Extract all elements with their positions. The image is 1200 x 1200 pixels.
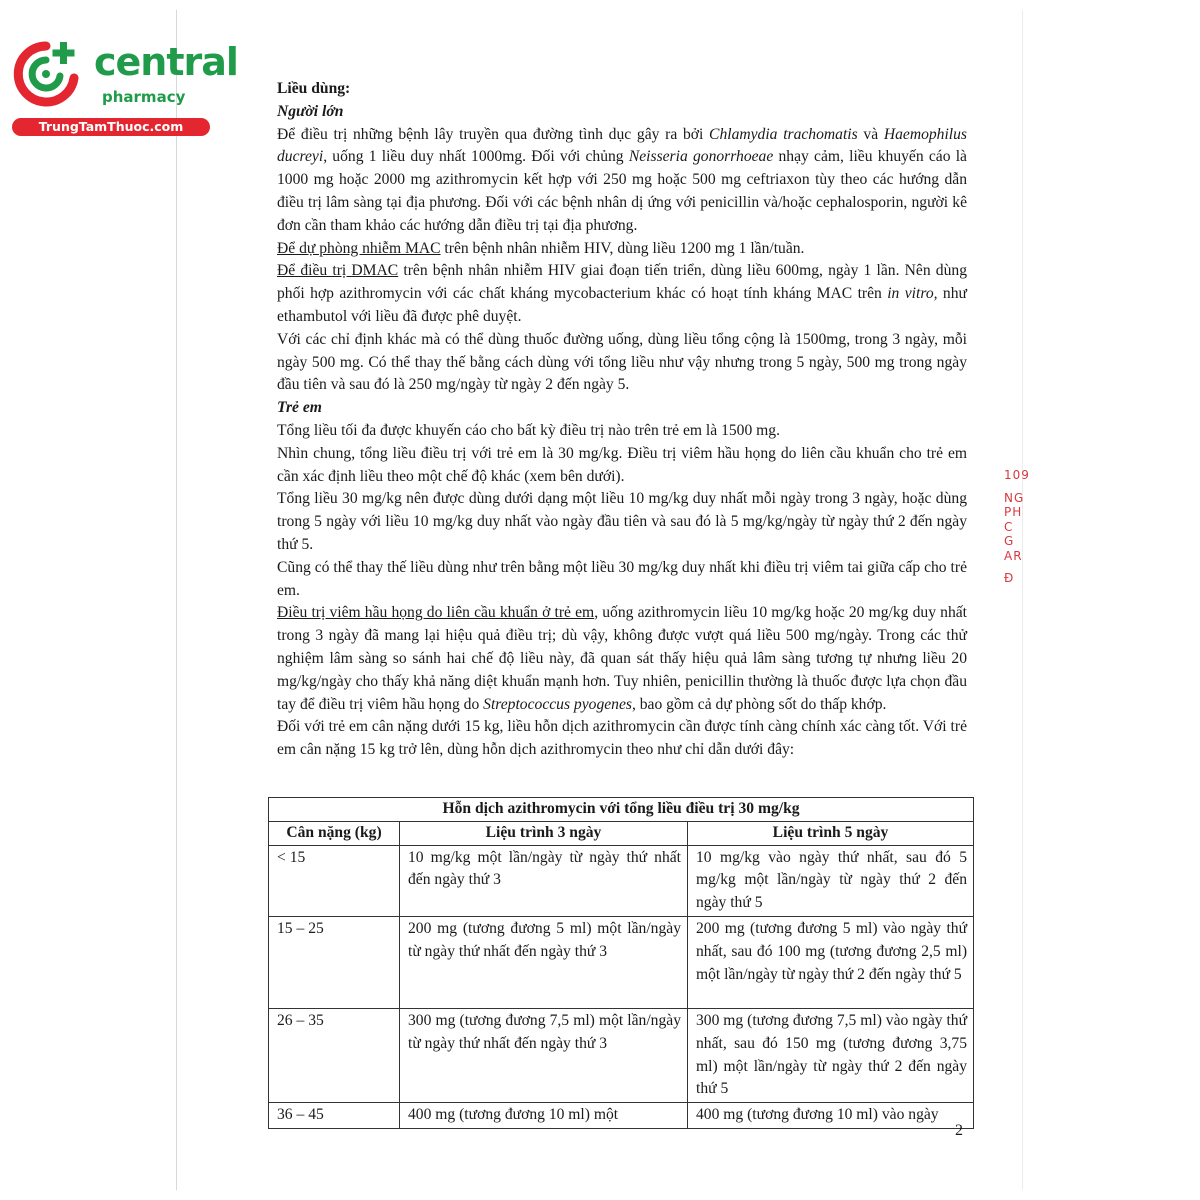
species-name: Streptococcus pyogenes [483, 695, 632, 713]
table-cell: 400 mg (tương đương 10 ml) vào ngày [688, 1103, 974, 1129]
species-name: Neisseria gonorrhoeae [628, 148, 774, 166]
page-edge-left [176, 10, 177, 1190]
stamp-text: PH [1004, 505, 1023, 519]
paragraph-children-3: Tổng liều 30 mg/kg nên được dùng dưới dạng một liều 10 mg/kg duy nhất mỗi ngày trong 3 ngày, hoặc dùng trong 5 ngày với liều 10 mg/kg duy nhất vào ngày đầu tiên và sau đó là 5 mg/kg/ngày từ ngày thứ 2 đến ngày thứ 5. [277, 490, 967, 553]
red-stamp [1004, 468, 1030, 618]
table-cell: 200 mg (tương đương 5 ml) vào ngày thứ nhất, sau đó 100 mg (tương đương 2,5 ml) một lần/ngày từ ngày thứ 2 đến ngày thứ 5 [688, 916, 974, 1008]
central-pharmacy-logo[interactable] [10, 38, 238, 138]
paragraph-std [277, 124, 967, 238]
text: , bao gồm cả dự phòng sốt do thấp khớp. [631, 695, 887, 713]
table-cell: 26 – 35 [269, 1008, 400, 1102]
document-body [277, 78, 967, 762]
stamp-text: AR [1004, 548, 1023, 563]
table-cell: 15 – 25 [269, 916, 400, 1008]
paragraph-mac-prophylaxis [277, 238, 967, 261]
text: như ethambutol với liều đã được phê duyệt. [277, 285, 967, 325]
children-heading: Trẻ em [277, 399, 322, 417]
text: trên bệnh nhân nhiễm HIV giai đoạn tiến triển, dùng liều 600mg, ngày 1 lần. Nên dùng phối hợp azithromycin với các chất kháng mycobacterium khác có hoạt tính kháng MAC trên [277, 262, 967, 303]
page-number: 2 [955, 1122, 963, 1139]
table-cell: 300 mg (tương đương 7,5 ml) vào ngày thứ nhất, sau đó 150 mg (tương đương 3,75 ml) một lần/ngày từ ngày thứ 2 đến ngày thứ 5 [688, 1008, 974, 1102]
text: , uống azithromycin liều 10 mg/kg hoặc 20 mg/kg duy nhất trong 3 ngày đã mang lại hiệu quả điều trị; dù vậy, không được vượt quá liều 500 mg/ngày. Trong các thử nghiệm lâm sàng so sánh hai chế độ liều này, đã quan sát thấy hiệu quả lâm sàng tương tự nhưng liều 20 mg/kg/ngày cho thấy khả năng diệt khuẩn mạnh hơn. Tuy nhiên, penicillin thường là thuốc được lựa chọn đầu tay để điều trị viêm hầu họng do [277, 604, 968, 713]
stamp-text: NG [1004, 490, 1025, 505]
paragraph-other-indications: Với các chỉ định khác mà có thể dùng thuốc đường uống, dùng liều tổng cộng là 1500mg, trong 3 ngày, mỗi ngày 500 mg. Có thể thay thế bằng cách dùng với tổng liều như vậy nhưng trong 5 ngày, 500 mg trong ngày đầu tiên và sau đó là 250 mg/ngày từ ngày 2 đến ngày 5. [277, 330, 967, 394]
table-row [269, 1008, 974, 1102]
stamp-text: Đ [1004, 571, 1015, 585]
table-cell: 10 mg/kg một lần/ngày từ ngày thứ nhất đến ngày thứ 3 [400, 845, 688, 916]
underlined-term: Điều trị viêm hầu họng do liên cầu khuẩn ở trẻ em [277, 604, 595, 622]
column-header: Liệu trình 5 ngày [688, 821, 974, 845]
paragraph-suspension: Đối với trẻ em cân nặng dưới 15 kg, liều hỗn dịch azithromycin cần được tính càng chính xác càng tốt. Với trẻ em cân nặng 15 kg trở lên, dùng hỗn dịch azithromycin theo như chỉ dẫn dưới đây: [277, 718, 967, 759]
italic-term: in vitro, [887, 285, 938, 303]
text: , uống 1 liều duy nhất 1000mg. Đối với chủng [323, 148, 629, 166]
paragraph-children-4: Cũng có thể thay thế liều dùng như trên bằng một liều 30 mg/kg duy nhất khi điều trị viêm tai giữa cấp cho trẻ em. [277, 558, 967, 599]
table-cell: 400 mg (tương đương 10 ml) một [400, 1103, 688, 1129]
species-name: Haemophilus ducreyi [277, 125, 968, 166]
paragraph-children-2: Nhìn chung, tổng liều điều trị với trẻ em là 30 mg/kg. Điều trị viêm hầu họng do liên cầu khuẩn cho trẻ em cần xác định liều theo một chế độ khác (xem bên dưới). [277, 444, 967, 485]
dosage-table [268, 797, 974, 1129]
table-cell: 200 mg (tương đương 5 ml) một lần/ngày từ ngày thứ nhất đến ngày thứ 3 [400, 916, 688, 1008]
text: nhạy cảm, liều khuyến cáo là 1000 mg hoặc 2000 mg azithromycin kết hợp với 250 mg hoặc 500 mg ceftriaxon tùy theo các hướng dẫn điều trị lâm sàng tại địa phương. Đối với các bệnh nhân dị ứng với penicillin và/hoặc cephalosporin, người kê đơn cần tham khảo các hướng dẫn điều trị tại địa phương. [277, 148, 967, 234]
underlined-term: Để điều trị DMAC [277, 262, 399, 280]
table-caption: Hỗn dịch azithromycin với tổng liều điều trị 30 mg/kg [269, 798, 974, 822]
central-logo-icon [10, 38, 82, 110]
logo-brand-sub: pharmacy [102, 88, 186, 106]
column-header: Cân nặng (kg) [269, 821, 400, 845]
table-row [269, 845, 974, 916]
table-cell: 36 – 45 [269, 1103, 400, 1129]
text: và [857, 125, 884, 143]
underlined-term: Để dự phòng nhiễm MAC [277, 239, 441, 257]
table-header-row [269, 821, 974, 845]
table-cell: 300 mg (tương đương 7,5 ml) một lần/ngày từ ngày thứ nhất đến ngày thứ 3 [400, 1008, 688, 1102]
paragraph-pharyngitis [277, 602, 967, 716]
section-heading: Liều dùng: [277, 80, 351, 97]
stamp-text: G [1004, 534, 1015, 548]
table-cell: 10 mg/kg vào ngày thứ nhất, sau đó 5 mg/kg một lần/ngày từ ngày thứ 2 đến ngày thứ 5 [688, 845, 974, 916]
paragraph-children-1: Tổng liều tối đa được khuyến cáo cho bất kỳ điều trị nào trên trẻ em là 1500 mg. [277, 421, 780, 439]
text: trên bệnh nhân nhiễm HIV, dùng liều 1200 mg 1 lần/tuần. [440, 239, 805, 257]
logo-brand-name: central [94, 40, 238, 84]
logo-url-badge[interactable]: TrungTamThuoc.com [12, 118, 210, 136]
stamp-text: C [1004, 519, 1014, 534]
species-name: Chlamydia trachomatis [709, 125, 858, 143]
paragraph-dmac [277, 260, 967, 328]
stamp-text: 109 [1004, 468, 1030, 482]
column-header: Liệu trình 3 ngày [400, 821, 688, 845]
table-row [269, 916, 974, 1008]
adults-heading: Người lớn [277, 102, 344, 120]
table-cell: < 15 [269, 845, 400, 916]
table-caption-row [269, 798, 974, 822]
text: Để điều trị những bệnh lây truyền qua đường tình dục gây ra bởi [277, 125, 710, 143]
table-row [269, 1103, 974, 1129]
